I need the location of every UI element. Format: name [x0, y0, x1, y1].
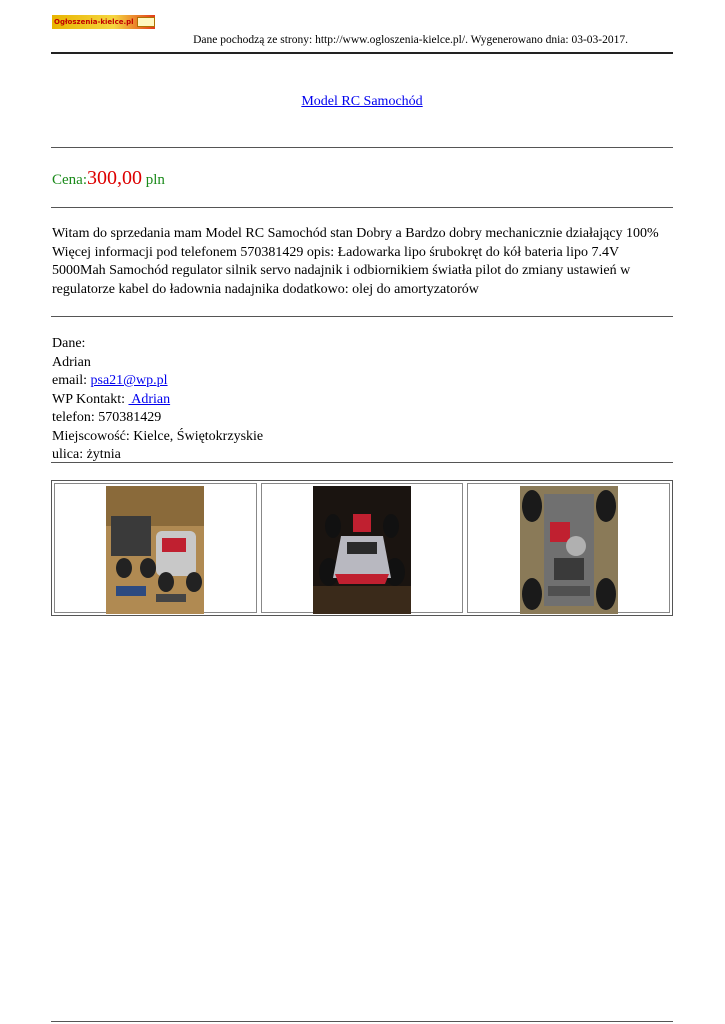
contact-street: ulica: żytnia	[52, 447, 121, 462]
contact-wp-row	[52, 391, 263, 410]
contact-name: Adrian	[52, 354, 91, 370]
logo-badge	[137, 17, 155, 27]
rc-car-with-accessories-photo[interactable]	[106, 486, 204, 614]
email-link[interactable]: psa21@wp.pl	[90, 373, 168, 388]
price-label: Cena:	[52, 172, 87, 188]
contact-city: Miejscowość: Kielce, Świętokrzyskie	[52, 428, 264, 444]
contact-phone: telefon: 570381429	[52, 410, 162, 425]
rc-car-chassis-top-photo[interactable]	[520, 486, 618, 614]
source-line: Dane pochodzą ze strony: http://www.ogloszenia-kielce.pl/. Wygenerowano dnia: 03-03-2017.	[193, 34, 628, 46]
price-currency: pln	[142, 172, 165, 188]
email-label: email:	[52, 373, 91, 388]
wp-contact-link[interactable]: Adrian	[128, 391, 171, 407]
gallery-cell	[54, 483, 257, 613]
gallery-cell	[261, 483, 464, 613]
contact-block	[52, 335, 263, 465]
divider	[51, 316, 673, 317]
header-divider	[51, 52, 673, 54]
site-logo[interactable]	[52, 15, 155, 29]
footer-divider	[51, 1021, 673, 1022]
wp-label: WP Kontakt:	[52, 391, 129, 407]
divider	[51, 147, 673, 148]
price	[52, 167, 165, 190]
gallery-cell	[467, 483, 670, 613]
divider	[51, 207, 673, 208]
contact-email-row	[52, 372, 263, 391]
price-amount: 300,00	[87, 167, 142, 189]
ad-title	[51, 94, 673, 110]
divider	[51, 462, 673, 463]
photo-gallery	[51, 480, 673, 616]
ad-description: Witam do sprzedania mam Model RC Samochód stan Dobry a Bardzo dobry mechanicznie działający 100% Więcej informacji pod telefonem 570381429 opis: Ładowarka lipo śrubokręt do kół bateria lipo 7.4V 5000Mah Samochód regulator silnik servo nadajnik i odbiornikiem światła pilot do zmiany ustawień w regulatorze kabel do ładownia nadajnika dodatkowo: olej do amortyzatorów	[52, 226, 659, 297]
ad-title-link[interactable]: Model RC Samochód	[301, 94, 423, 109]
logo-text: Ogłoszenia-kielce.pl	[54, 18, 134, 26]
contact-heading: Dane:	[52, 336, 86, 351]
rc-car-front-photo[interactable]	[313, 486, 411, 614]
